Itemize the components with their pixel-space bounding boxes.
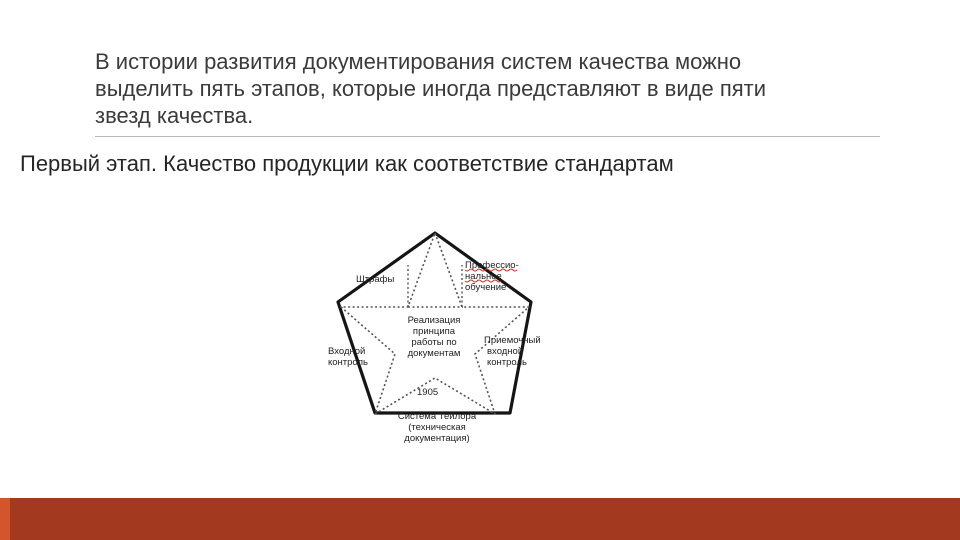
svg-text:Входной: Входной: [328, 346, 366, 357]
svg-text:работы по: работы по: [411, 337, 457, 348]
quality-star-diagram: [320, 225, 580, 455]
label-taylor-system: [398, 411, 477, 444]
svg-text:Приемочный: Приемочный: [484, 335, 541, 346]
svg-text:документам: документам: [407, 348, 461, 359]
label-incoming-control: [328, 346, 368, 368]
svg-text:документация): документация): [404, 433, 470, 444]
label-fines: Штрафы: [356, 274, 395, 285]
svg-text:входной: входной: [487, 346, 524, 357]
svg-text:обучение: обучение: [465, 282, 507, 293]
stage-heading: Первый этап. Качество продукции как соответствие стандартам: [20, 151, 674, 176]
svg-text:контроль: контроль: [328, 357, 368, 368]
svg-text:Система Тейлора: Система Тейлора: [397, 411, 477, 422]
svg-text:нальное: нальное: [465, 271, 502, 282]
svg-text:Профессио-: Профессио-: [465, 260, 519, 271]
svg-text:Реализация: Реализация: [407, 315, 461, 326]
intro-line-1: В истории развития документирования систем качества можно: [95, 49, 742, 74]
svg-text:контроль: контроль: [487, 357, 527, 368]
footer-bar: [0, 498, 960, 540]
intro-line-3: звезд качества.: [95, 103, 254, 128]
footer-accent: [0, 498, 10, 540]
label-acceptance-control: [484, 335, 541, 368]
intro-paragraph: [95, 48, 885, 129]
intro-line-2: выделить пять этапов, которые иногда представляют в виде пяти: [95, 76, 767, 101]
label-center: [408, 315, 461, 359]
svg-text:(техническая: (техническая: [408, 422, 466, 433]
label-year: 1905: [417, 387, 439, 398]
svg-text:принципа: принципа: [412, 326, 456, 337]
divider-line: [95, 136, 880, 137]
